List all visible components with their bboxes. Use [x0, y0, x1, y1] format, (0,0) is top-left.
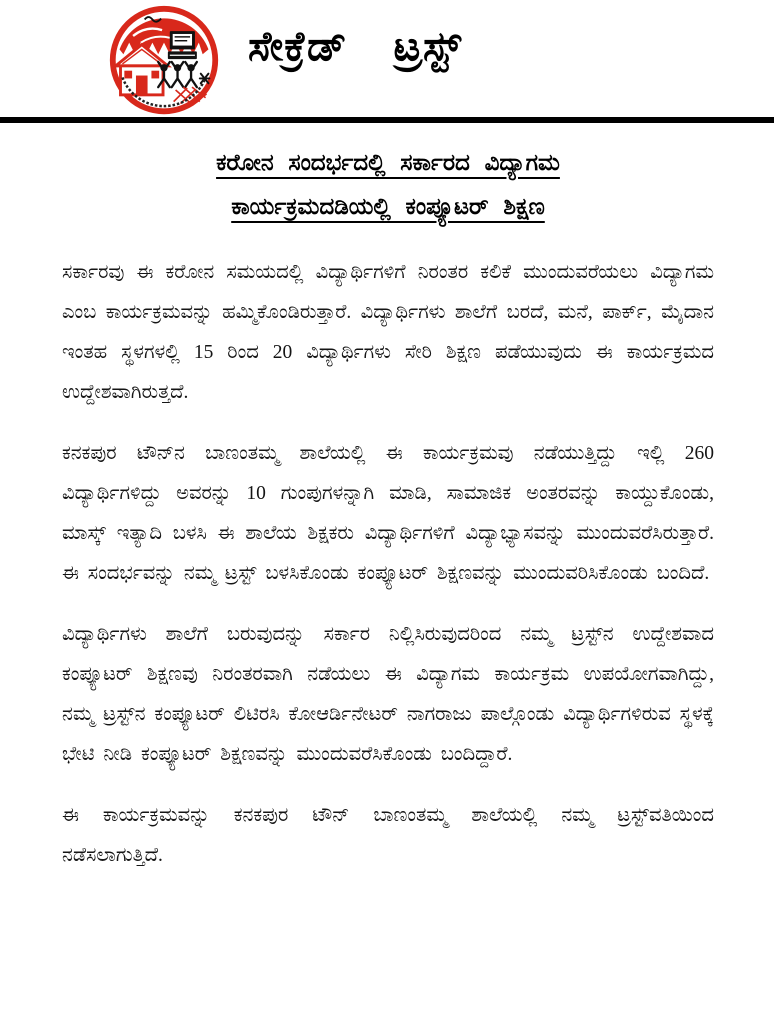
- document-body: [0, 123, 774, 876]
- trust-name-word2: ಟ್ರಸ್ಟ್: [393, 23, 463, 69]
- trust-logo-icon: [106, 4, 222, 120]
- paragraph-4: ಈ ಕಾರ್ಯಕ್ರಮವನ್ನು ಕನಕಪುರ ಟೌನ್ ಬಾಣಂತಮ್ಮ ಶಾಲೆಯಲ್ಲಿ ನಮ್ಮ ಟ್ರಸ್ಟ್‌ವತಿಯಿಂದ ನಡೆಸಲಾಗುತ್ತಿದೆ.: [62, 805, 714, 866]
- paragraph-2: ಕನಕಪುರ ಟೌನ್‌ನ ಬಾಣಂತಮ್ಮ ಶಾಲೆಯಲ್ಲಿ ಈ ಕಾರ್ಯಕ್ರಮವು ನಡೆಯುತ್ತಿದ್ದು ಇಲ್ಲಿ 260 ವಿದ್ಯಾರ್ಥಿಗಳಿದ್ದು ಅವರನ್ನು 10 ಗುಂಪುಗಳನ್ನಾಗಿ ಮಾಡಿ, ಸಾಮಾಜಿಕ ಅಂತರವನ್ನು ಕಾಯ್ದುಕೊಂಡು, ಮಾಸ್ಕ್ ಇತ್ಯಾದಿ ಬಳಸಿ ಈ ಶಾಲೆಯ ಶಿಕ್ಷಕರು ವಿದ್ಯಾರ್ಥಿಗಳಿಗೆ ವಿದ್ಯಾಭ್ಯಾಸವನ್ನು ಮುಂದುವರೆಸಿರುತ್ತಾರೆ. ಈ ಸಂದರ್ಭವನ್ನು ನಮ್ಮ ಟ್ರಸ್ಟ್ ಬಳಸಿಕೊಂಡು ಕಂಪ್ಯೂಟರ್ ಶಿಕ್ಷಣವನ್ನು ಮುಂದುವರಿಸಿಕೊಂಡು ಬಂದಿದೆ.: [62, 443, 714, 584]
- letterhead: [0, 0, 774, 117]
- document-title-line2: ಕಾರ್ಯಕ್ರಮದಡಿಯಲ್ಲಿ ಕಂಪ್ಯೂಟರ್ ಶಿಕ್ಷಣ: [231, 194, 545, 219]
- document-title-line1: ಕರೋನ ಸಂದರ್ಭದಲ್ಲಿ ಸರ್ಕಾರದ ವಿದ್ಯಾಗಮ: [216, 150, 560, 175]
- paragraph-3: ವಿದ್ಯಾರ್ಥಿಗಳು ಶಾಲೆಗೆ ಬರುವುದನ್ನು ಸರ್ಕಾರ ನಿಲ್ಲಿಸಿರುವುದರಿಂದ ನಮ್ಮ ಟ್ರಸ್ಟ್‌ನ ಉದ್ದೇಶವಾದ ಕಂಪ್ಯೂಟರ್ ಶಿಕ್ಷಣವು ನಿರಂತರವಾಗಿ ನಡೆಯಲು ಈ ವಿದ್ಯಾಗಮ ಕಾರ್ಯಕ್ರಮ ಉಪಯೋಗವಾಗಿದ್ದು, ನಮ್ಮ ಟ್ರಸ್ಟ್‌ನ ಕಂಪ್ಯೂಟರ್ ಲಿಟಿರಸಿ ಕೋಆರ್ಡಿನೇಟರ್ ನಾಗರಾಜು ಪಾಲ್ಗೊಂಡು ವಿದ್ಯಾರ್ಥಿಗಳಿರುವ ಸ್ಥಳಕ್ಕೆ ಭೇಟಿ ನೀಡಿ ಕಂಪ್ಯೂಟರ್ ಶಿಕ್ಷಣವನ್ನು ಮುಂದುವರೆಸಿಕೊಂಡು ಬಂದಿದ್ದಾರೆ.: [62, 624, 714, 765]
- trust-name: [248, 22, 462, 71]
- document-title: [62, 141, 714, 229]
- paragraph-1: ಸರ್ಕಾರವು ಈ ಕರೋನ ಸಮಯದಲ್ಲಿ ವಿದ್ಯಾರ್ಥಿಗಳಿಗೆ ನಿರಂತರ ಕಲಿಕೆ ಮುಂದುವರೆಯಲು ವಿದ್ಯಾಗಮ ಎಂಬ ಕಾರ್ಯಕ್ರಮವನ್ನು ಹಮ್ಮಿಕೊಂಡಿರುತ್ತಾರೆ. ವಿದ್ಯಾರ್ಥಿಗಳು ಶಾಲೆಗೆ ಬರದೆ, ಮನೆ, ಪಾರ್ಕ್, ಮೈದಾನ ಇಂತಹ ಸ್ಥಳಗಳಲ್ಲಿ 15 ರಿಂದ 20 ವಿದ್ಯಾರ್ಥಿಗಳು ಸೇರಿ ಶಿಕ್ಷಣ ಪಡೆಯುವುದು ಈ ಕಾರ್ಯಕ್ರಮದ ಉದ್ದೇಶವಾಗಿರುತ್ತದೆ.: [62, 262, 714, 403]
- trust-name-word1: ಸೇಕ್ರೆಡ್: [248, 23, 348, 69]
